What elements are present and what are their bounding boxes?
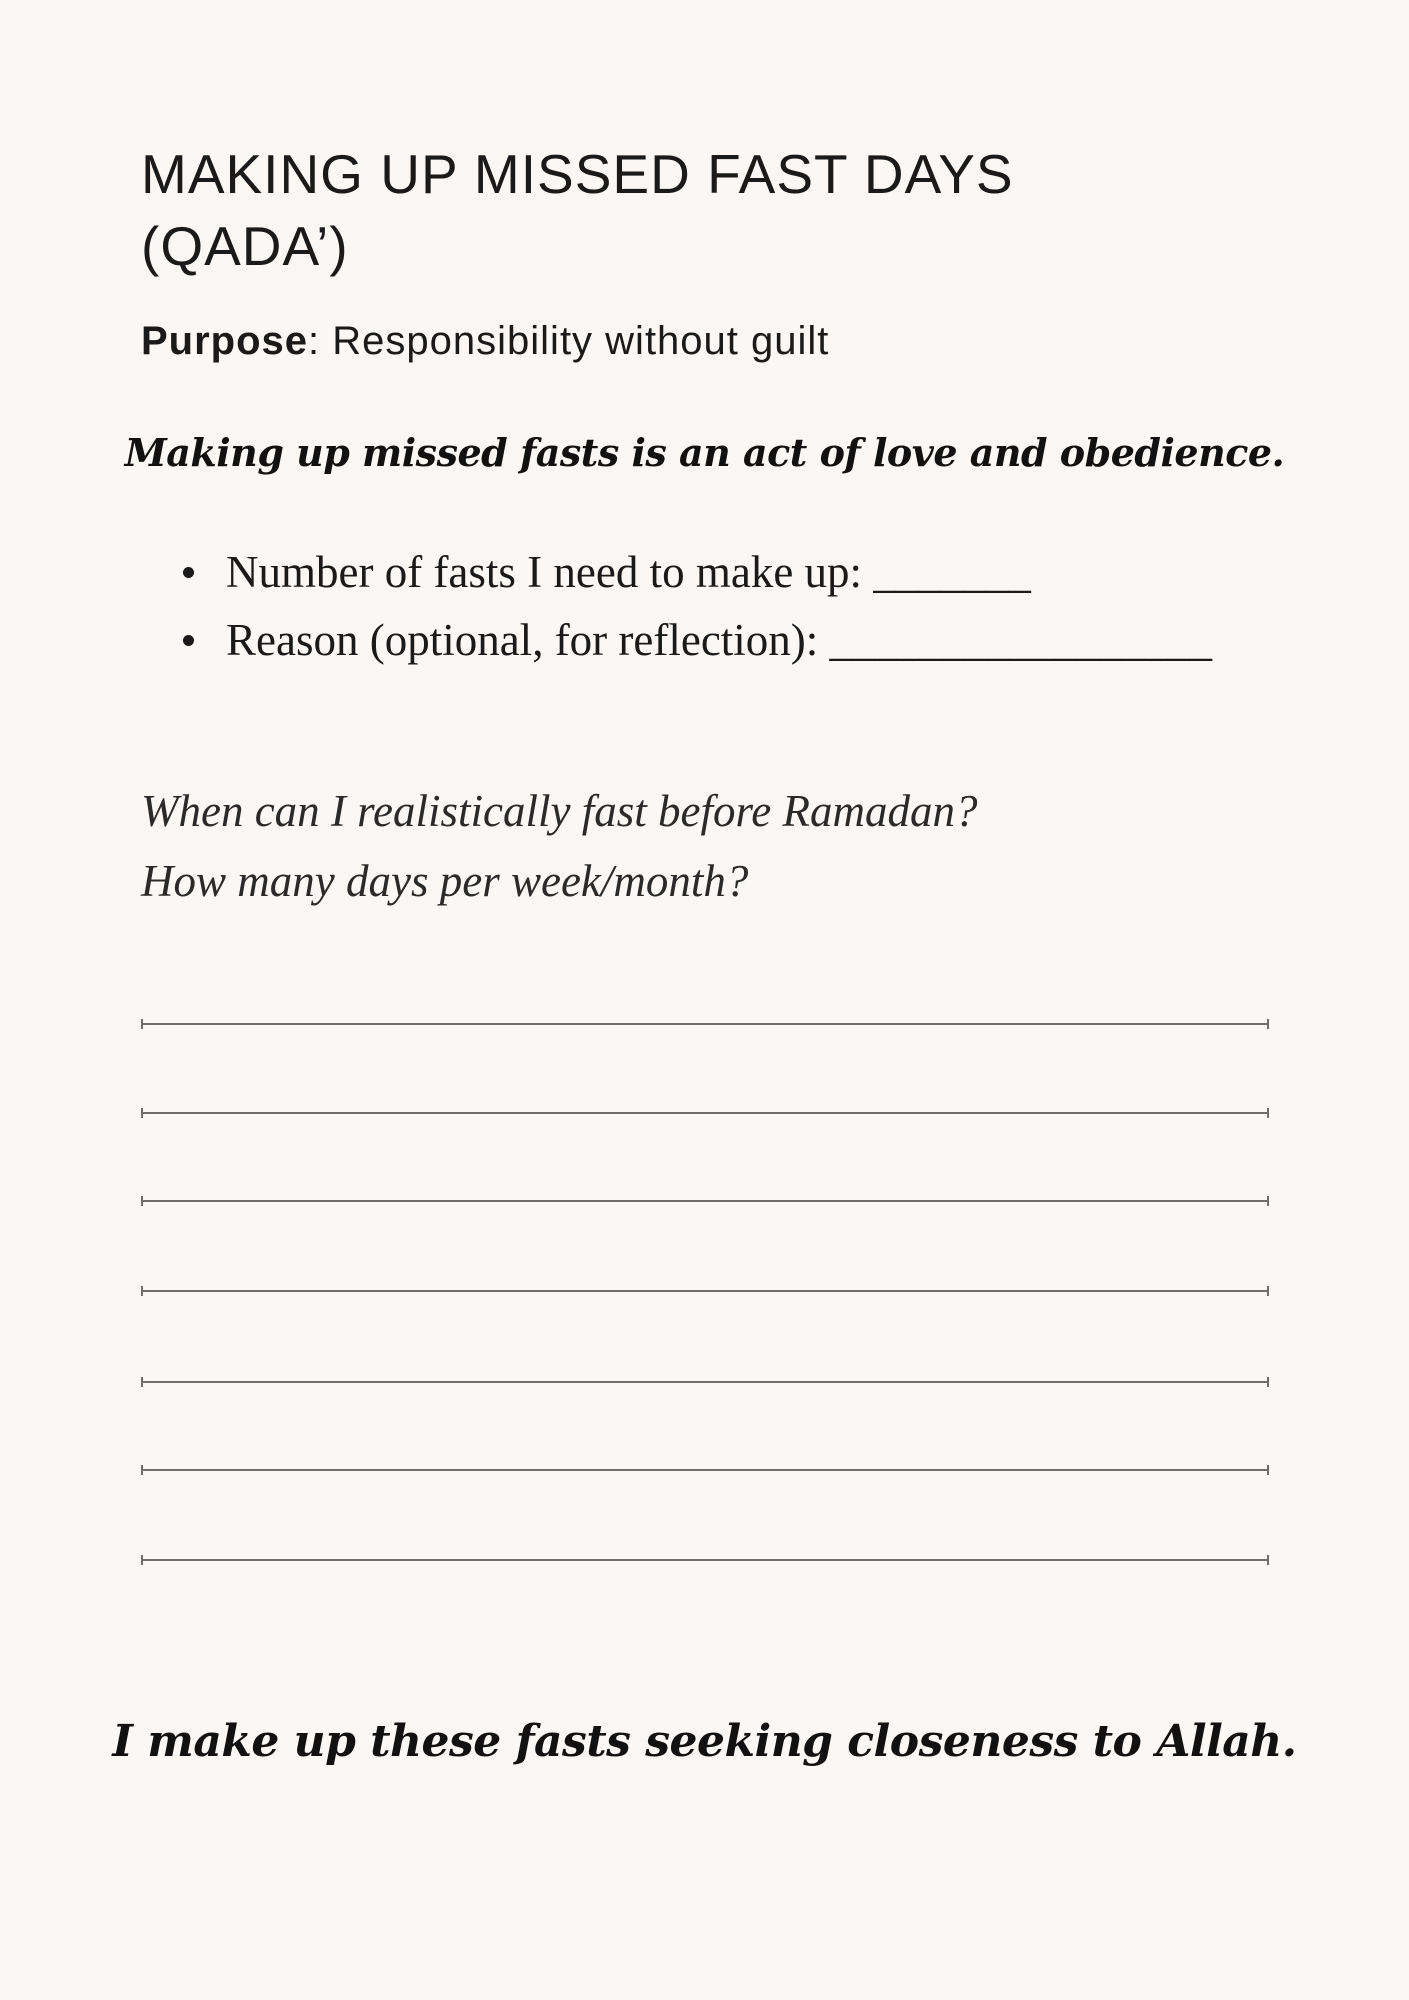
title-line-2: (QADA’) xyxy=(141,215,349,277)
prompt-line-1: When can I realistically fast before Ramadan? xyxy=(141,786,978,836)
purpose-label: Purpose xyxy=(141,319,309,363)
checklist-item-text: Reason (optional, for reflection): _________________ xyxy=(226,615,1213,665)
prompt-line-2: How many days per week/month? xyxy=(141,856,749,906)
bullet-icon xyxy=(183,635,194,646)
writing-line-3[interactable] xyxy=(141,1200,1269,1202)
writing-line-5[interactable] xyxy=(141,1381,1269,1383)
bullet-icon xyxy=(183,567,194,578)
reflection-prompt xyxy=(141,776,978,916)
writing-line-2[interactable] xyxy=(141,1112,1269,1114)
affirmation-bottom: I make up these fasts seeking closeness to Allah. xyxy=(112,1716,1297,1767)
affirmation-top: Making up missed fasts is an act of love and obedience. xyxy=(124,430,1285,475)
fast-checklist xyxy=(141,538,1212,674)
title-line-1: MAKING UP MISSED FAST DAYS xyxy=(141,143,1014,205)
checklist-item-reason[interactable] xyxy=(141,606,1212,674)
checklist-item-text: Number of fasts I need to make up: _______ xyxy=(226,547,1031,597)
checklist-item-number-of-fasts[interactable] xyxy=(141,538,1212,606)
writing-line-6[interactable] xyxy=(141,1469,1269,1471)
writing-line-1[interactable] xyxy=(141,1023,1269,1025)
purpose-statement xyxy=(141,313,829,369)
writing-line-4[interactable] xyxy=(141,1290,1269,1292)
writing-line-7[interactable] xyxy=(141,1559,1269,1561)
page-title xyxy=(141,138,1141,282)
purpose-text: : Responsibility without guilt xyxy=(308,319,830,363)
